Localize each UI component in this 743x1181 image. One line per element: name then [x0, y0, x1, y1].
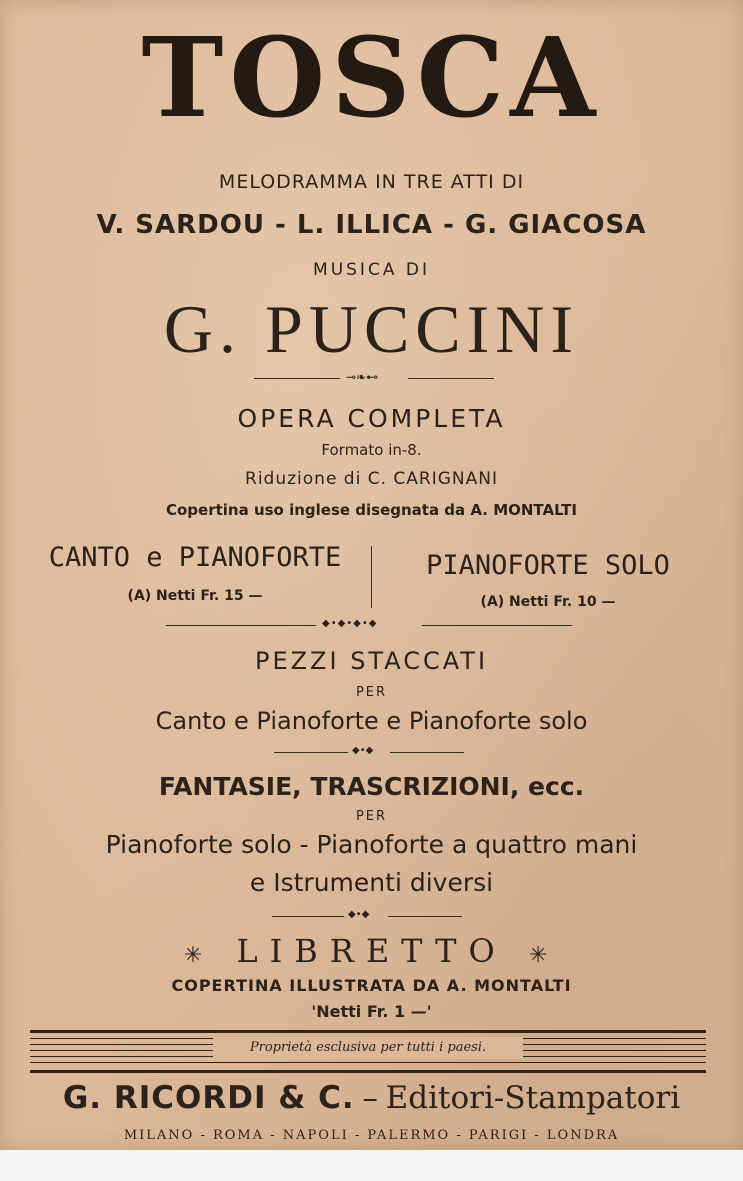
- edition-divider: [371, 546, 372, 608]
- publisher-dash: –: [362, 1080, 378, 1116]
- composer-name: G. PUCCINI: [163, 291, 580, 367]
- complete-opera-heading: OPERA COMPLETA: [237, 404, 506, 433]
- publisher-role: Editori-Stampatori: [385, 1080, 681, 1116]
- cover-design-note: Copertina uso inglese disegnata da A. MONTALTI: [165, 501, 577, 519]
- reduction-note: Riduzione di C. CARIGNANI: [245, 469, 498, 489]
- librettists: V. SARDOU - L. ILLICA - G. GIACOSA: [96, 210, 647, 240]
- libretto-cover-note: COPERTINA ILLUSTRATA DA A. MONTALTI: [171, 976, 572, 995]
- opera-title: TOSCA: [141, 13, 602, 142]
- single-pieces-heading: PEZZI STACCATI: [254, 647, 489, 675]
- fantasies-line-1: Pianoforte solo - Pianoforte a quattro mani: [105, 830, 638, 859]
- price-piano-solo: (A) Netti Fr. 10 —: [480, 594, 616, 610]
- price-voice-piano: (A) Netti Fr. 15 —: [127, 588, 263, 604]
- per-label-1: PER: [355, 685, 388, 700]
- rights-notice: Proprietà esclusiva per tutti i paesi.: [213, 1037, 523, 1059]
- fantasies-heading: FANTASIE, TRASCRIZIONI, ecc.: [158, 772, 585, 801]
- libretto-heading: LIBRETTO: [236, 932, 507, 970]
- music-by-label: MUSICA DI: [313, 260, 430, 280]
- format-note: Formato in-8.: [321, 441, 422, 459]
- ornamental-rule: ◆•◆•◆•◆: [166, 621, 572, 631]
- libretto-price: 'Netti Fr. 1 —': [311, 1002, 432, 1021]
- edition-piano-solo: PIANOFORTE SOLO: [426, 550, 670, 581]
- publisher-name: G. RICORDI & C.: [62, 1080, 355, 1116]
- small-rule-1: ◆•◆: [274, 748, 464, 758]
- edition-voice-piano: CANTO e PIANOFORTE: [48, 542, 342, 573]
- publisher-cities: MILANO - ROMA - NAPOLI - PALERMO - PARIGI - LONDRA: [123, 1128, 620, 1143]
- libretto-heading-row: [0, 930, 743, 977]
- subtitle: MELODRAMMA IN TRE ATTI DI: [218, 171, 525, 193]
- pieces-instrumentation: Canto e Pianoforte e Pianoforte solo: [155, 707, 588, 735]
- star-icon: ✳: [183, 943, 215, 968]
- scan-margin: [0, 1150, 743, 1181]
- publisher-line: [0, 1076, 743, 1120]
- star-icon: ✳: [528, 943, 560, 968]
- flourish-divider: ⊸❧⊷: [254, 374, 494, 384]
- per-label-2: PER: [355, 809, 388, 824]
- fantasies-line-2: e Istrumenti diversi: [249, 868, 494, 897]
- small-rule-2: ◆•◆: [272, 912, 462, 922]
